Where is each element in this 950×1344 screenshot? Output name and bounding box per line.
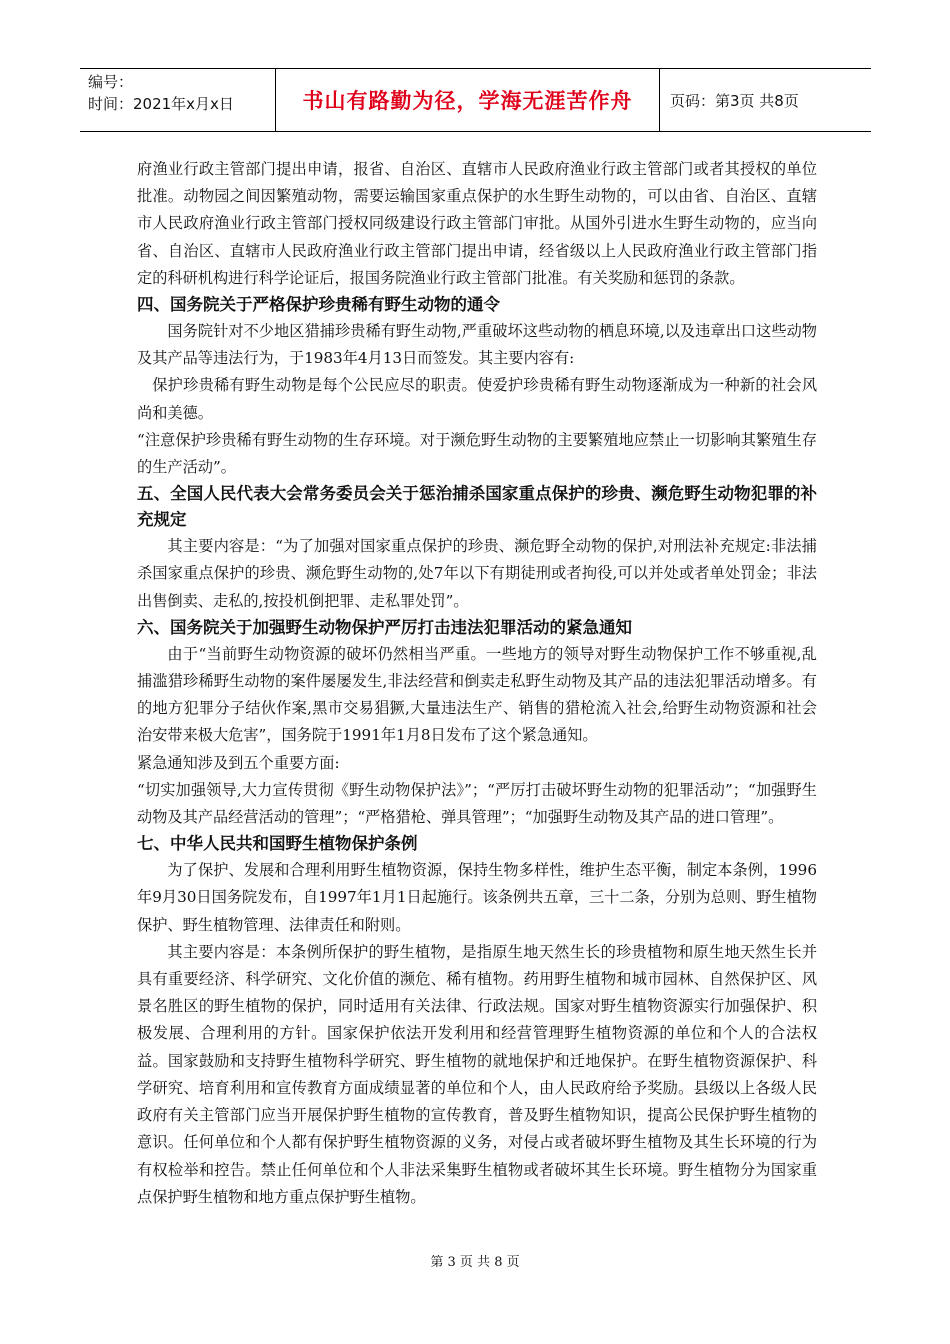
body-paragraph: 其主要内容是：“为了加强对国家重点保护的珍贵、濒危野全动物的保护,对刑法补充规定:非法捕杀国家重点保护的珍贵、濒危野生动物的,处7年以下有期徒刑或者拘役,可以并处或者单处罚金；非法出售倒卖、走私的,按投机倒把罪、走私罪处罚”。 (137, 537, 817, 610)
header-motto: 书山有路勤为径，学海无涯苦作舟 (276, 69, 660, 131)
body-paragraph: 由于“当前野生动物资源的破坏仍然相当严重。一些地方的领导对野生动物保护工作不够重视,乱捕滥猎珍稀野生动物的案件屡屡发生,非法经营和倒卖走私野生动物及其产品的违法犯罪活动增多。有的地方犯罪分子结伙作案,黑市交易猖獗,大量违法生产、销售的猎枪流入社会,给野生动物资源和社会治安带来极大危害”，国务院于1991年1月8日发布了这个紧急通知。 (137, 644, 817, 745)
section-heading: 六、国务院关于加强野生动物保护严厉打击违法犯罪活动的紧急通知 (137, 617, 632, 637)
body-paragraph: 保护珍贵稀有野生动物是每个公民应尽的职责。使爱护珍贵稀有野生动物逐渐成为一种新的社会风尚和美德。 (137, 376, 817, 422)
body-paragraph: 府渔业行政主管部门提出申请，报省、自治区、直辖市人民政府渔业行政主管部门或者其授权的单位批准。动物园之间因繁殖动物，需要运输国家重点保护的水生野生动物的，可以由省、自治区、直辖市人民政府渔业行政主管部门授权同级建设行政主管部门审批。从国外引进水生野生动物的，应当向省、自治区、直辖市人民政府渔业行政主管部门提出申请，经省级以上人民政府渔业行政主管部门指定的科研机构进行科学论证后，报国务院渔业行政主管部门批准。有关奖励和惩罚的条款。 (137, 160, 817, 287)
section-heading: 四、国务院关于严格保护珍贵稀有野生动物的通令 (137, 295, 500, 315)
page-footer: 第 3 页 共 8 页 (430, 1255, 520, 1270)
body-paragraph: “注意保护珍贵稀有野生动物的生存环境。对于濒危野生动物的主要繁殖地应禁止一切影响其繁殖生存的生产活动”。 (137, 430, 817, 477)
body-paragraph: 其主要内容是：本条例所保护的野生植物，是指原生地天然生长的珍贵植物和原生地天然生长并具有重要经济、科学研究、文化价值的濒危、稀有植物。药用野生植物和城市园林、自然保护区、风景名胜区的野生植物的保护，同时适用有关法律、行政法规。国家对野生植物资源实行加强保护、积极发展、合理利用的方针。国家保护依法开发利用和经营管理野生植物资源的单位和个人的合法权益。国家鼓励和支持野生植物科学研究、野生植物的就地保护和迁地保护。在野生植物资源保护、科学研究、培育利用和宣传教育方面成绩显著的单位和个人，由人民政府给予奖励。县级以上各级人民政府有关主管部门应当开展保护野生植物的宣传教育，普及野生植物知识，提高公民保护野生植物的意识。任何单位和个人都有保护野生植物资源的义务，对侵占或者破坏野生植物及其生长环境的行为有权检举和控告。禁止任何单位和个人非法采集野生植物或者破坏其生长环境。野生植物分为国家重点保护野生植物和地方重点保护野生植物。 (137, 942, 817, 1206)
body-paragraph: 紧急通知涉及到五个重要方面: (137, 753, 340, 772)
section-heading: 七、中华人民共和国野生植物保护条例 (137, 834, 418, 854)
document-number-label: 编号： (88, 73, 134, 91)
page-header (80, 68, 871, 132)
body-paragraph: “切实加强领导,大力宣传贯彻《野生动物保护法》”；“严厉打击破坏野生动物的犯罪活动”；“加强野生动物及其产品经营活动的管理”；“严格猎枪、弹具管理”；“加强野生动物及其产品的进口管理”。 (137, 780, 817, 827)
document-time-label: 时间：2021年x月x日 (88, 95, 234, 113)
document-body (137, 156, 817, 1211)
body-paragraph: 为了保护、发展和合理利用野生植物资源，保持生物多样性，维护生态平衡，制定本条例，1996年9月30日国务院发布，自1997年1月1日起施行。该条例共五章，三十二条，分别为总则、野生植物保护、野生植物管理、法律责任和附则。 (137, 861, 817, 934)
header-meta (80, 69, 276, 131)
section-heading: 五、全国人民代表大会常务委员会关于惩治捕杀国家重点保护的珍贵、濒危野生动物犯罪的补充规定 (137, 484, 817, 530)
header-page-label: 页码：第3页 共8页 (670, 91, 799, 110)
body-paragraph: 国务院针对不少地区猎捕珍贵稀有野生动物,严重破坏这些动物的栖息环境,以及违章出口这些动物及其产品等违法行为，于1983年4月13日而签发。其主要内容有: (137, 322, 817, 368)
